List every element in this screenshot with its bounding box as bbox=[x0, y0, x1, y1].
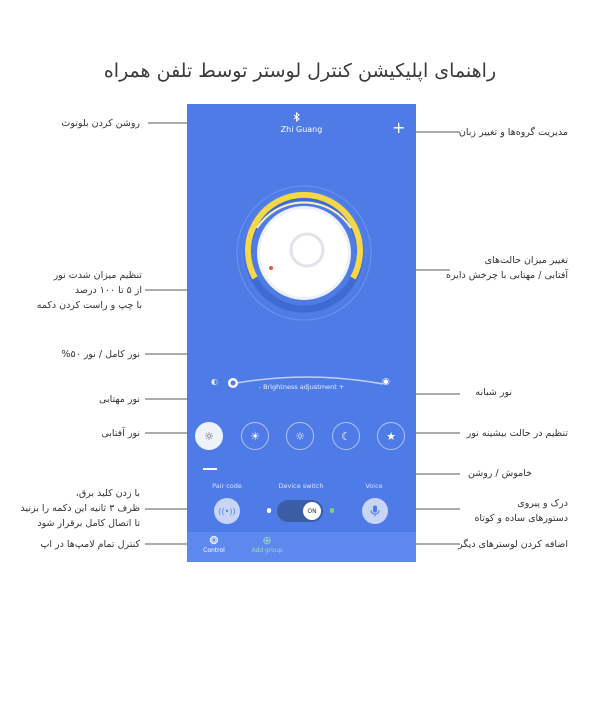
sun-icon: ☼ bbox=[204, 429, 214, 443]
annotation-voice bbox=[474, 496, 568, 526]
annotation-groups: مدیریت گروه‌ها و تغییر زبان bbox=[458, 127, 568, 138]
bulb-icon: ★ bbox=[386, 429, 396, 443]
pair-code-button[interactable] bbox=[214, 498, 240, 524]
annotation-control-all: کنترل تمام لامپ‌ها در اپ bbox=[40, 539, 140, 550]
annotation-voice-line1: درک و پیروی bbox=[517, 498, 568, 509]
annotation-dial bbox=[446, 253, 568, 283]
annotation-full-half: نور کامل / نور ۵۰% bbox=[61, 349, 140, 360]
add-group-icon: ⊕ bbox=[262, 534, 272, 547]
annotation-brightness-line1: تنظیم میزان شدت نور bbox=[53, 270, 142, 281]
half-sun-icon: ☼ bbox=[295, 429, 305, 443]
nav-control-label: Control bbox=[203, 547, 225, 554]
annotation-custom: تنظیم در حالت بیشینه نور bbox=[466, 428, 568, 439]
annotation-sun-light: نور آفتابی bbox=[101, 428, 140, 439]
voice-label: Voice bbox=[365, 482, 383, 490]
phone-screen bbox=[187, 104, 416, 562]
nav-add-group[interactable] bbox=[237, 534, 297, 554]
nav-control[interactable] bbox=[187, 534, 244, 554]
nav-add-group-label: Add group bbox=[251, 547, 283, 554]
sun-icon: ☀ bbox=[250, 429, 260, 443]
annotation-dial-line1: تغییر میزان حالت‌های bbox=[484, 255, 568, 266]
moon-small-icon: ◐ bbox=[211, 377, 218, 386]
annotation-bluetooth: روشن کردن بلوتوث bbox=[61, 118, 140, 129]
sun-small-icon: ◉ bbox=[382, 377, 390, 387]
moon-light-button[interactable] bbox=[241, 422, 269, 450]
sun-mode-button[interactable] bbox=[195, 422, 223, 450]
annotation-night: نور شبانه bbox=[475, 387, 512, 398]
voice-button[interactable] bbox=[362, 498, 388, 524]
on-indicator bbox=[330, 508, 334, 513]
moon-icon: ☾ bbox=[341, 429, 351, 443]
microphone-icon bbox=[370, 505, 380, 517]
half-light-button[interactable] bbox=[286, 422, 314, 450]
top-bar bbox=[187, 104, 416, 144]
bluetooth-icon[interactable] bbox=[293, 112, 301, 125]
pair-code-label: Pair code bbox=[212, 482, 242, 490]
off-indicator bbox=[267, 508, 271, 513]
annotation-moon-light: نور مهتابی bbox=[99, 394, 140, 405]
max-light-button[interactable] bbox=[377, 422, 405, 450]
annotation-pair-line1: با زدن کلید برق، bbox=[75, 488, 140, 499]
control-icon: ❂ bbox=[209, 534, 219, 547]
annotation-brightness-line2: از ۵ تا ۱۰۰ درصد bbox=[74, 285, 142, 296]
annotation-voice-line2: دستورهای ساده و کوتاه bbox=[474, 513, 568, 524]
annotation-pair bbox=[21, 486, 141, 531]
annotation-dial-line2: آفتابی / مهتابی با چرخش دایره bbox=[446, 270, 568, 281]
color-temperature-dial[interactable] bbox=[235, 184, 373, 322]
bottom-nav bbox=[187, 532, 416, 562]
tab-indicator bbox=[203, 468, 217, 470]
toggle-knob: ON bbox=[303, 502, 321, 520]
annotation-onoff: خاموش / روشن bbox=[468, 468, 532, 479]
annotation-brightness-line3: با چپ و راست کردن دکمه bbox=[36, 300, 142, 311]
annotation-brightness bbox=[37, 268, 142, 313]
brightness-label: - Brightness adjustment + bbox=[258, 383, 345, 391]
add-icon[interactable]: + bbox=[392, 118, 406, 137]
annotation-pair-line3: تا اتصال کامل برقرار شود bbox=[37, 518, 140, 529]
annotation-add-group: اضافه کردن لوسترهای دیگر bbox=[458, 539, 568, 550]
device-switch-toggle[interactable] bbox=[277, 500, 323, 522]
annotation-pair-line2: ظرف ۳ ثانیه این دکمه را بزنید bbox=[20, 503, 140, 514]
device-name: Zhi Guang bbox=[280, 125, 323, 134]
night-light-button[interactable] bbox=[332, 422, 360, 450]
device-switch-label: Device switch bbox=[278, 482, 324, 490]
signal-icon: ((•)) bbox=[218, 506, 236, 516]
page-title: راهنمای اپلیکیشن کنترل لوستر توسط تلفن همراه bbox=[103, 60, 497, 82]
